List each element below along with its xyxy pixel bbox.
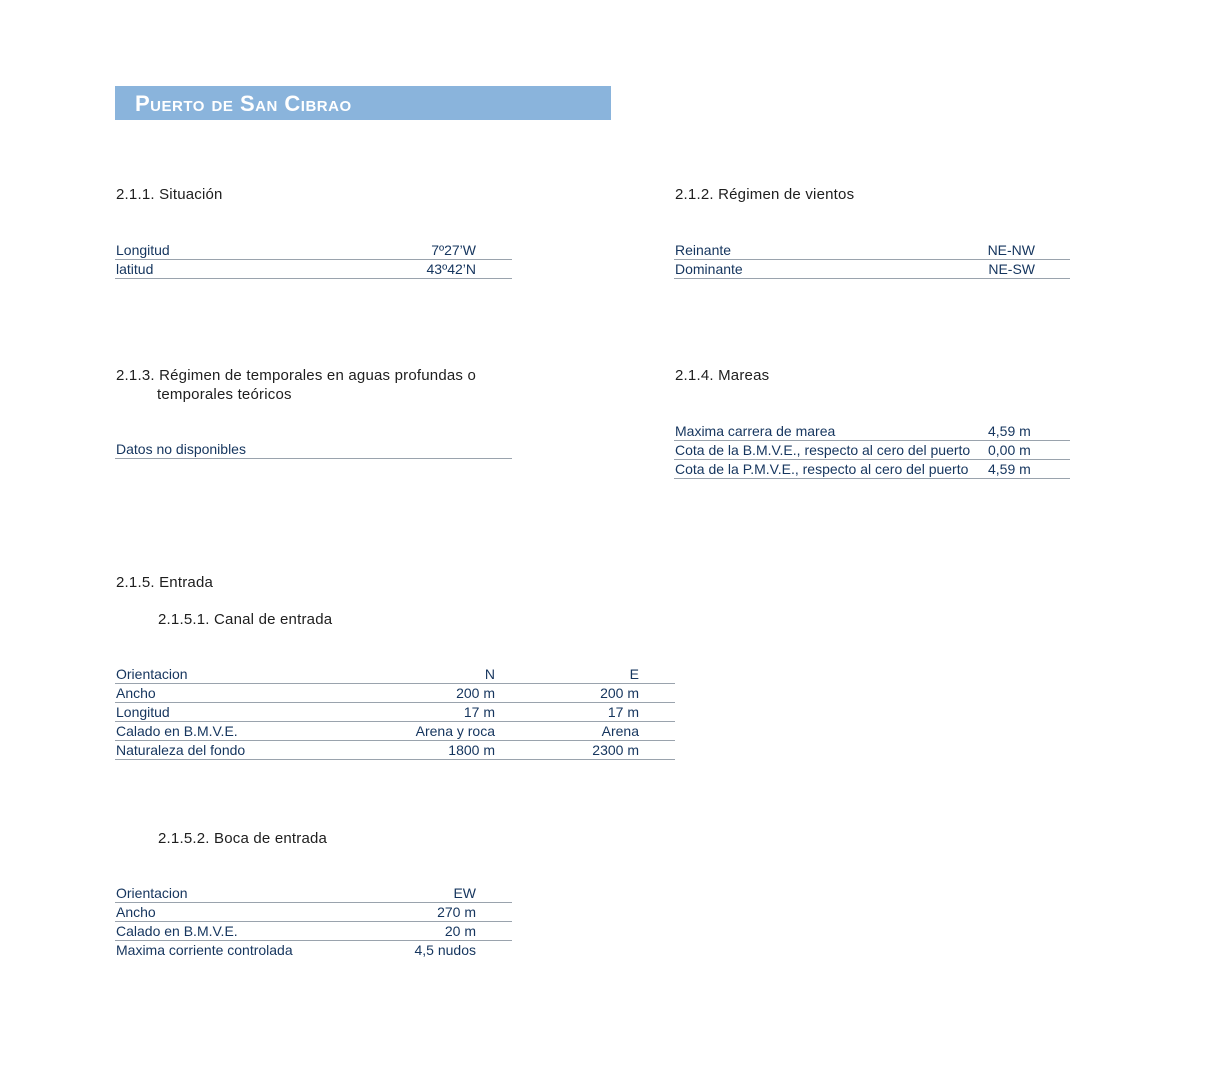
section-heading-temporales	[116, 366, 476, 404]
situacion-table	[115, 241, 512, 279]
row-value: 20 m	[444, 923, 476, 939]
subsection-heading-canal: 2.1.5.1. Canal de entrada	[158, 611, 333, 628]
row-value: EW	[453, 885, 476, 901]
row-value: 200 m	[456, 685, 495, 701]
table-row	[115, 260, 512, 279]
vientos-table	[674, 241, 1070, 279]
row-value: 7º27’W	[431, 242, 476, 258]
table-row	[115, 241, 512, 260]
row-label: Cota de la P.M.V.E., respecto al cero del puerto	[675, 461, 969, 477]
heading-line: temporales teóricos	[157, 386, 292, 403]
title-banner	[115, 86, 611, 120]
table-row	[115, 922, 512, 941]
row-label: Datos no disponibles	[116, 441, 246, 457]
row-value: Arena y roca	[415, 723, 495, 739]
row-value: 200 m	[600, 685, 639, 701]
row-value: 4,5 nudos	[414, 942, 476, 958]
row-value: 17 m	[463, 704, 495, 720]
row-label: Orientacion	[116, 885, 188, 901]
table-row	[115, 665, 675, 684]
subsection-heading-boca: 2.1.5.2. Boca de entrada	[158, 830, 328, 847]
row-value: 43º42’N	[426, 261, 476, 277]
row-label: Orientacion	[116, 666, 188, 682]
page-title: Puerto de San Cibrao	[135, 91, 352, 116]
heading-line: 2.1.3. Régimen de temporales en aguas profundas o	[116, 367, 477, 384]
row-label: Ancho	[116, 904, 156, 920]
row-label: Maxima carrera de marea	[675, 423, 836, 439]
boca-table	[115, 884, 512, 959]
canal-table	[115, 665, 675, 760]
row-value: 0,00 m	[988, 442, 1031, 458]
row-label: Cota de la B.M.V.E., respecto al cero del puerto	[675, 442, 971, 458]
row-label: Naturaleza del fondo	[116, 742, 246, 758]
row-value: NE-SW	[988, 261, 1035, 277]
row-value: 1800 m	[448, 742, 495, 758]
row-value: E	[629, 666, 639, 682]
row-label: Calado en B.M.V.E.	[116, 923, 238, 939]
section-heading-situacion: 2.1.1. Situación	[116, 186, 223, 203]
section-heading-mareas: 2.1.4. Mareas	[675, 367, 770, 384]
row-label: latitud	[116, 261, 154, 277]
table-row	[115, 684, 675, 703]
row-value: 2300 m	[592, 742, 639, 758]
row-label: Calado en B.M.V.E.	[116, 723, 238, 739]
row-value: N	[484, 666, 495, 682]
row-label: Maxima corriente controlada	[116, 942, 293, 958]
row-label: Dominante	[675, 261, 743, 277]
table-row	[674, 241, 1070, 260]
row-label: Ancho	[116, 685, 156, 701]
row-value: NE-NW	[987, 242, 1035, 258]
table-row	[674, 422, 1070, 441]
row-value: 17 m	[607, 704, 639, 720]
table-row	[115, 440, 512, 459]
table-row	[115, 903, 512, 922]
table-row	[115, 884, 512, 903]
mareas-table	[674, 422, 1070, 479]
row-value: 270 m	[437, 904, 476, 920]
row-label: Longitud	[116, 704, 170, 720]
row-value: 4,59 m	[988, 461, 1031, 477]
table-row	[674, 441, 1070, 460]
row-value: Arena	[601, 723, 639, 739]
section-heading-entrada: 2.1.5. Entrada	[116, 574, 214, 591]
temporales-table	[115, 440, 512, 459]
row-label: Reinante	[675, 242, 732, 258]
table-row	[115, 722, 675, 741]
table-row	[115, 703, 675, 722]
table-row	[115, 941, 512, 959]
row-label: Longitud	[116, 242, 170, 258]
section-heading-vientos: 2.1.2. Régimen de vientos	[675, 186, 855, 203]
row-value: 4,59 m	[988, 423, 1031, 439]
table-row	[115, 741, 675, 760]
table-row	[674, 260, 1070, 279]
table-row	[674, 460, 1070, 479]
